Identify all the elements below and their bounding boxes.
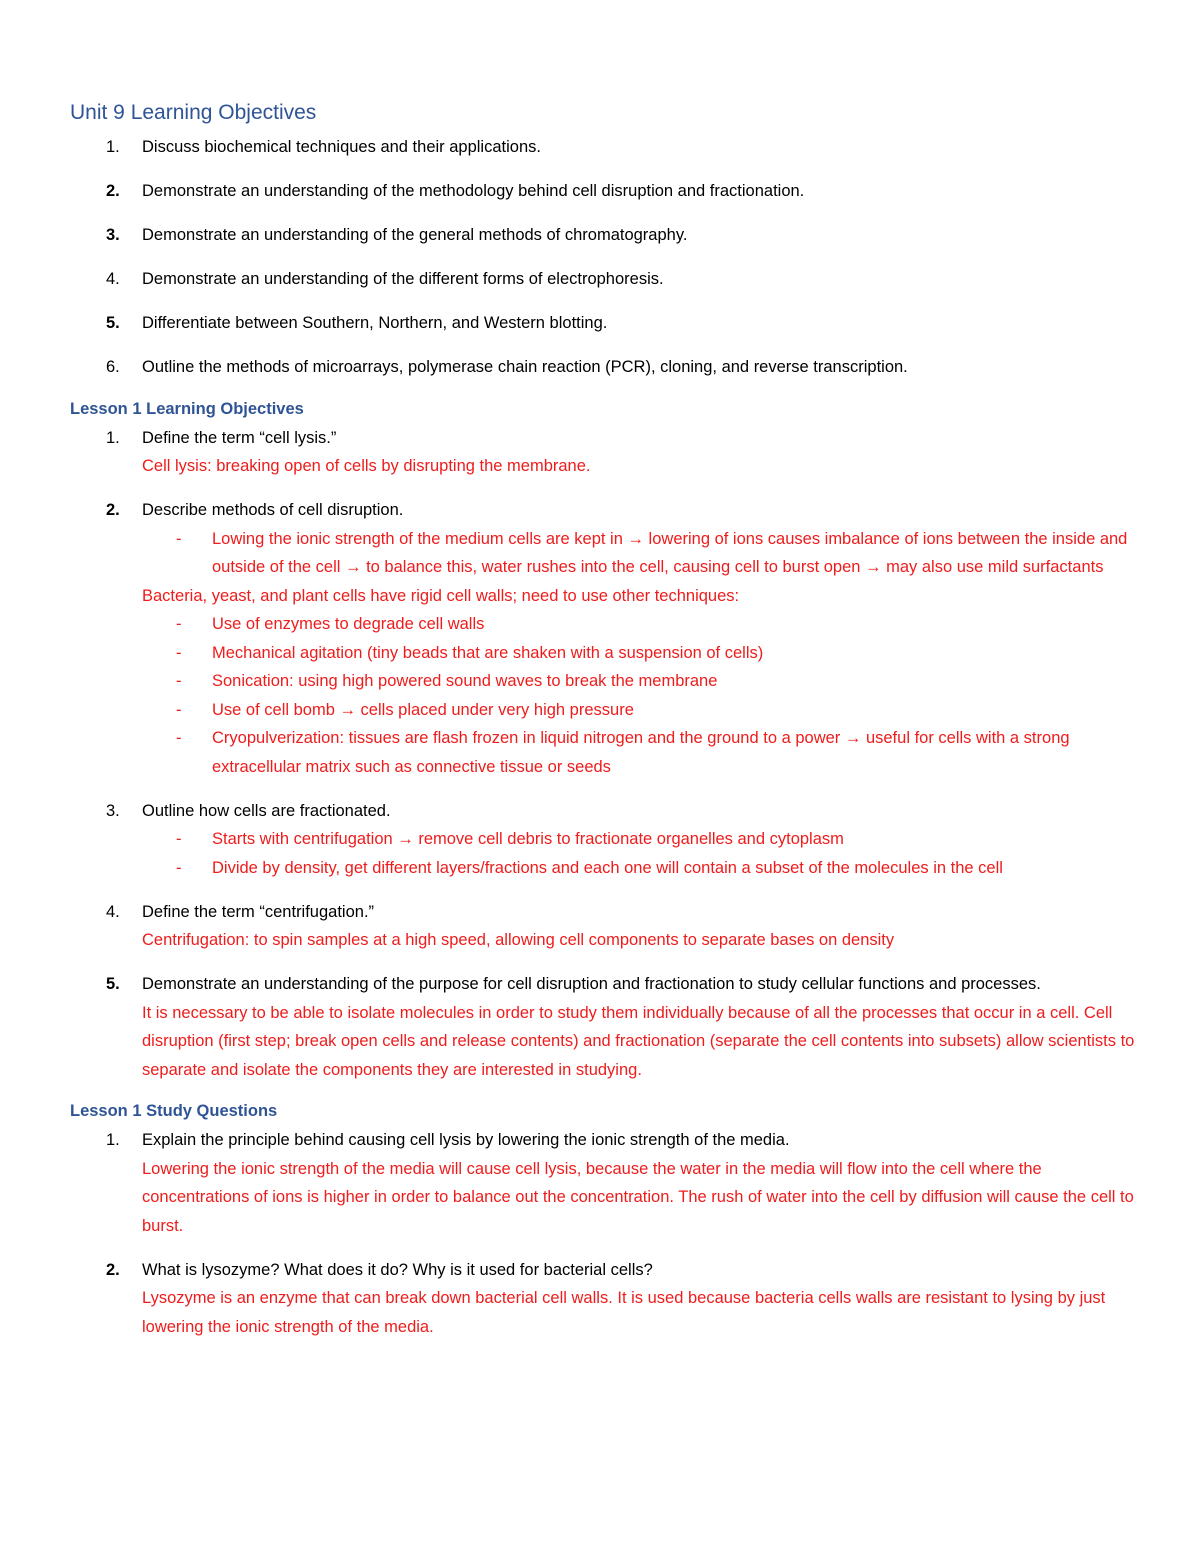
item-text: Outline the methods of microarrays, polymerase chain reaction (PCR), cloning, and reverse transcription.: [142, 358, 908, 376]
list-item: [70, 353, 1140, 382]
list-item: [70, 1126, 1140, 1240]
item-text: Demonstrate an understanding of the purpose for cell disruption and fractionation to study cellular functions and processes.: [142, 975, 1041, 993]
answer-dash-list: [70, 525, 1140, 582]
dash-text: Use of enzymes to degrade cell walls: [212, 615, 485, 633]
item-text: Define the term “cell lysis.”: [142, 428, 337, 447]
item-number: 5.: [106, 975, 120, 993]
item-number: 6.: [106, 358, 120, 376]
list-item: [70, 265, 1140, 294]
dash-item: [70, 667, 1140, 696]
item-text: Discuss biochemical techniques and their applications.: [142, 138, 541, 156]
dash-text: Starts with centrifugation → remove cell debris to fractionate organelles and cytoplasm: [212, 830, 844, 848]
answer-text: It is necessary to be able to isolate molecules in order to study them individually because of all the processes that occur in a cell. Cell disruption (first step; break open cells and release contents) and fractionation (separate the cell contents into subsets) allow scientists to separate and isolate the components they are interested in studying.: [142, 1003, 1135, 1079]
dash-marker: -: [176, 643, 182, 662]
item-number: 4.: [106, 902, 120, 921]
answer-dash-list: [70, 825, 1140, 882]
item-number: 2.: [106, 501, 120, 519]
list-item: [70, 133, 1140, 162]
item-number: 2.: [106, 1260, 120, 1279]
dash-text: Cryopulverization: tissues are flash frozen in liquid nitrogen and the ground to a power → useful for cells with a strong extracellular matrix such as connective tissue or seeds: [212, 729, 1070, 776]
item-number: 3.: [106, 226, 120, 244]
list-item: [70, 970, 1140, 1084]
dash-marker: -: [176, 830, 182, 848]
lesson1-objectives-title: Lesson 1 Learning Objectives: [70, 399, 304, 418]
item-text: Define the term “centrifugation.”: [142, 902, 375, 921]
dash-text: Divide by density, get different layers/fractions and each one will contain a subset of the molecules in the cell: [212, 858, 1003, 877]
item-text: Demonstrate an understanding of the general methods of chromatography.: [142, 226, 688, 244]
dash-item: [70, 525, 1140, 582]
document-body: [70, 96, 1140, 1341]
dash-marker: -: [176, 672, 182, 690]
answer-text: Lowering the ionic strength of the media will cause cell lysis, because the water in the media will flow into the cell where the concentrations of ions is higher in order to balance out the concentration. The rush of water into the cell by diffusion will cause the cell to burst.: [142, 1159, 1134, 1235]
item-number: 1.: [106, 1131, 120, 1149]
dash-marker: -: [176, 615, 182, 633]
list-item: [70, 496, 1140, 781]
answer-dash-list: [70, 610, 1140, 781]
item-text: Outline how cells are fractionated.: [142, 801, 391, 820]
answer-text: Cell lysis: breaking open of cells by disrupting the membrane.: [142, 457, 591, 475]
unit-title: Unit 9 Learning Objectives: [70, 101, 317, 124]
dash-item: [70, 825, 1140, 854]
list-item: [70, 221, 1140, 250]
dash-marker: -: [176, 700, 182, 719]
item-number: 3.: [106, 801, 120, 820]
item-text: Demonstrate an understanding of the different forms of electrophoresis.: [142, 270, 664, 288]
study-questions-list: [70, 1126, 1140, 1341]
list-item: [70, 424, 1140, 481]
list-item: [70, 1256, 1140, 1342]
item-text: Describe methods of cell disruption.: [142, 501, 404, 519]
answer-text: Centrifugation: to spin samples at a high speed, allowing cell components to separate bases on density: [142, 931, 895, 949]
dash-item: [70, 696, 1140, 725]
lesson1-objectives-list: [70, 424, 1140, 1085]
dash-marker: -: [176, 729, 182, 747]
dash-marker: -: [176, 858, 182, 877]
lesson1-study-title: Lesson 1 Study Questions: [70, 1102, 278, 1120]
list-item: [70, 309, 1140, 338]
dash-text: Sonication: using high powered sound waves to break the membrane: [212, 672, 718, 690]
item-number: 1.: [106, 138, 120, 156]
item-number: 1.: [106, 428, 120, 447]
list-item: [70, 797, 1140, 883]
item-number: 4.: [106, 270, 120, 288]
dash-item: [70, 639, 1140, 668]
item-text: What is lysozyme? What does it do? Why is it used for bacterial cells?: [142, 1260, 653, 1279]
answer-text: Lysozyme is an enzyme that can break down bacterial cell walls. It is used because bacteria cells walls are resistant to lysing by just lowering the ionic strength of the media.: [142, 1289, 1106, 1336]
item-number: 2.: [106, 182, 120, 200]
dash-item: [70, 854, 1140, 883]
list-item: [70, 177, 1140, 206]
item-text: Demonstrate an understanding of the methodology behind cell disruption and fractionation.: [142, 182, 805, 200]
dash-marker: -: [176, 529, 182, 548]
unit-objectives-list: [70, 133, 1140, 382]
item-text: Explain the principle behind causing cell lysis by lowering the ionic strength of the media.: [142, 1131, 790, 1149]
list-item: [70, 898, 1140, 955]
dash-text: Use of cell bomb → cells placed under very high pressure: [212, 700, 634, 719]
dash-item: [70, 724, 1140, 781]
item-number: 5.: [106, 314, 120, 332]
dash-text: Lowing the ionic strength of the medium cells are kept in → lowering of ions causes imbalance of ions between the inside and outside of the cell → to balance this, water rushes into the cell, causing cell to burst open → may also use mild surfactants: [212, 529, 1128, 576]
dash-text: Mechanical agitation (tiny beads that are shaken with a suspension of cells): [212, 643, 764, 662]
dash-item: [70, 610, 1140, 639]
item-text: Differentiate between Southern, Northern, and Western blotting.: [142, 314, 608, 332]
answer-note: Bacteria, yeast, and plant cells have rigid cell walls; need to use other techniques:: [142, 586, 740, 605]
